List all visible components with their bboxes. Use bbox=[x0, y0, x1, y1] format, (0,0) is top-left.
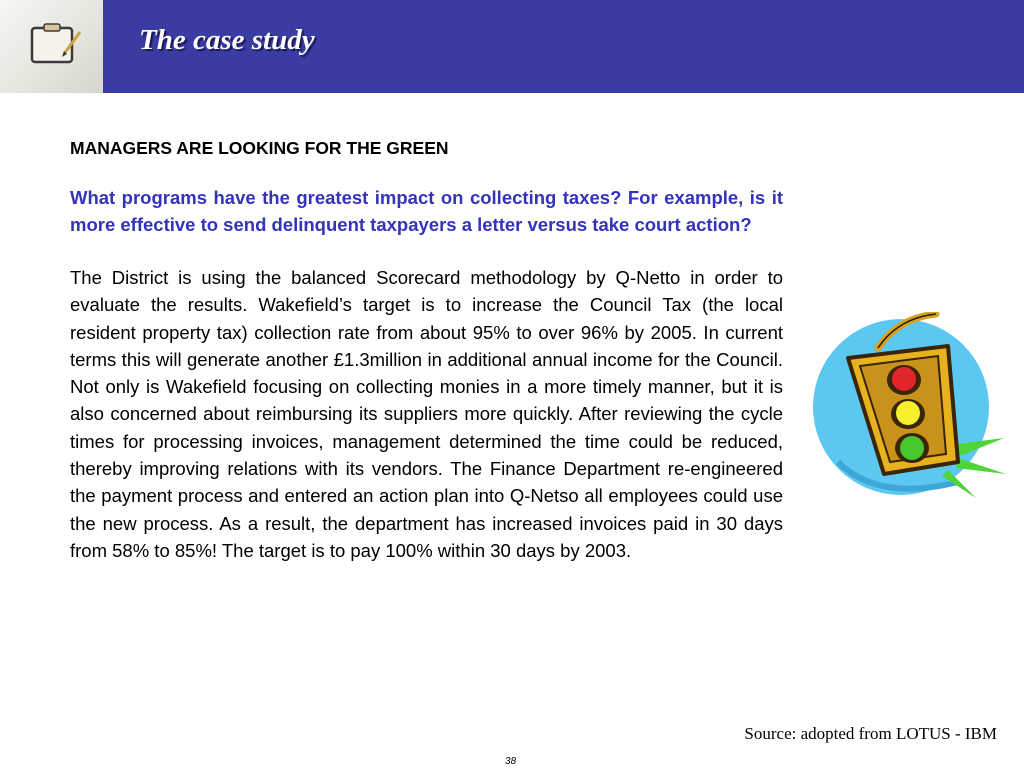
header-corner bbox=[0, 0, 103, 93]
section-heading: MANAGERS ARE LOOKING FOR THE GREEN bbox=[70, 138, 449, 158]
slide-content bbox=[70, 136, 783, 564]
slide-title: The case study bbox=[139, 24, 315, 56]
title-bar bbox=[103, 0, 1024, 93]
key-question: What programs have the greatest impact on collecting taxes? For example, is it more effective to send delinquent taxpayers a letter versus take court action? bbox=[70, 187, 783, 235]
source-citation: Source: adopted from LOTUS - IBM bbox=[744, 724, 997, 743]
clipboard-icon bbox=[28, 18, 84, 68]
page-number: 38 bbox=[505, 756, 517, 767]
case-study-body: The District is using the balanced Scorecard methodology by Q-Netto in order to evaluate the results. Wakefield’s target is to increase the Council Tax (the local resident property tax) collection rate from about 95% to over 96% by 2005. In current terms this will generate another £1.3million in additional annual income for the Council. Not only is Wakefield focusing on collecting monies in a more timely manner, but it is also concerned about reimbursing its suppliers more quickly. After reviewing the cycle times for processing invoices, management determined the time could be reduced, thereby improving relations with its vendors. The Finance Department re-engineered the payment process and entered an action plan into Q-Netso all employees could use the new process. As a result, the department has increased invoices paid in 30 days from 58% to 85%! The target is to pay 100% within 30 days by 2003. bbox=[70, 267, 783, 561]
traffic-light-icon bbox=[808, 312, 1008, 512]
